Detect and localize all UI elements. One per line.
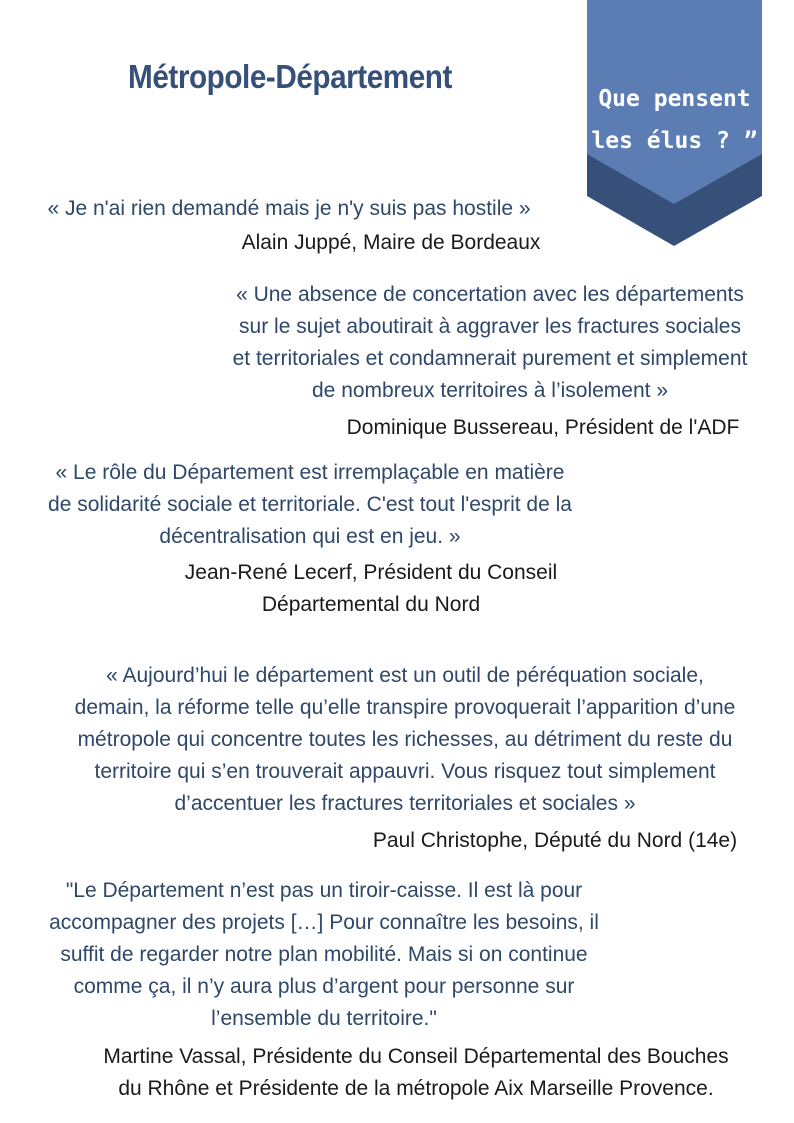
author-vassal (0, 1041, 794, 1105)
author-line: Alain Juppé, Maire de Bordeaux (241, 231, 541, 254)
author-line: Dominique Bussereau, Président de l'ADF (346, 416, 740, 439)
quote-juppe (0, 193, 578, 225)
author-lecerf (100, 557, 642, 621)
ribbon-line-2: les élus ? ” (591, 128, 758, 154)
quote-line: d’accentuer les fractures territoriales et sociales » (174, 792, 636, 815)
quote-line: demain, la réforme telle qu’elle transpire provoquerait l’apparition d’une (74, 696, 736, 719)
author-line: Paul Christophe, Député du Nord (14e) (372, 829, 738, 852)
quote-line: comme ça, il n’y aura plus d’argent pour personne sur (73, 975, 575, 998)
quote-line: suffit de regarder notre plan mobilité. Mais si on continue (60, 943, 588, 966)
quote-line: « Je n'ai rien demandé mais je n'y suis pas hostile » (47, 197, 531, 220)
quote-line: l’ensemble du territoire." (211, 1007, 437, 1030)
quote-bussereau (190, 279, 790, 407)
quote-line: « Une absence de concertation avec les départements (236, 283, 744, 306)
ribbon-text (587, 78, 762, 162)
quote-line: de solidarité sociale et territoriale. C'est tout l'esprit de la (48, 493, 572, 516)
quote-christophe (0, 660, 794, 820)
quote-line: métropole qui concentre toutes les richesses, au détriment du reste du (77, 728, 733, 751)
quote-vassal (0, 875, 648, 1035)
ribbon-banner (587, 0, 762, 246)
author-bussereau (290, 412, 794, 444)
quote-line: décentralisation qui est en jeu. » (159, 525, 461, 548)
quote-line: « Aujourd’hui le département est un outil de péréquation sociale, (106, 664, 704, 687)
author-line: Martine Vassal, Présidente du Conseil Départemental des Bouches (103, 1045, 729, 1068)
quote-lecerf (0, 457, 620, 553)
author-juppe (190, 227, 592, 259)
author-christophe (330, 825, 780, 857)
author-line: Départemental du Nord (261, 593, 481, 616)
quote-line: « Le rôle du Département est irremplaçable en matière (55, 461, 565, 484)
author-line: Jean-René Lecerf, Président du Conseil (184, 561, 558, 584)
quote-line: de nombreux territoires à l’isolement » (312, 379, 668, 402)
quote-line: "Le Département n’est pas un tiroir-caisse. Il est là pour (65, 879, 583, 902)
quote-line: sur le sujet aboutirait à aggraver les fractures sociales (239, 315, 741, 338)
quote-line: et territoriales et condamnerait purement et simplement (232, 347, 748, 370)
quote-line: accompagner des projets […] Pour connaître les besoins, il (49, 911, 599, 934)
page-title: Métropole-Département (128, 58, 452, 95)
quote-line: territoire qui s’en trouverait appauvri. Vous risquez tout simplement (94, 760, 716, 783)
ribbon-line-1: Que pensent (598, 86, 751, 112)
author-line: du Rhône et Présidente de la métropole Aix Marseille Provence. (118, 1077, 714, 1100)
